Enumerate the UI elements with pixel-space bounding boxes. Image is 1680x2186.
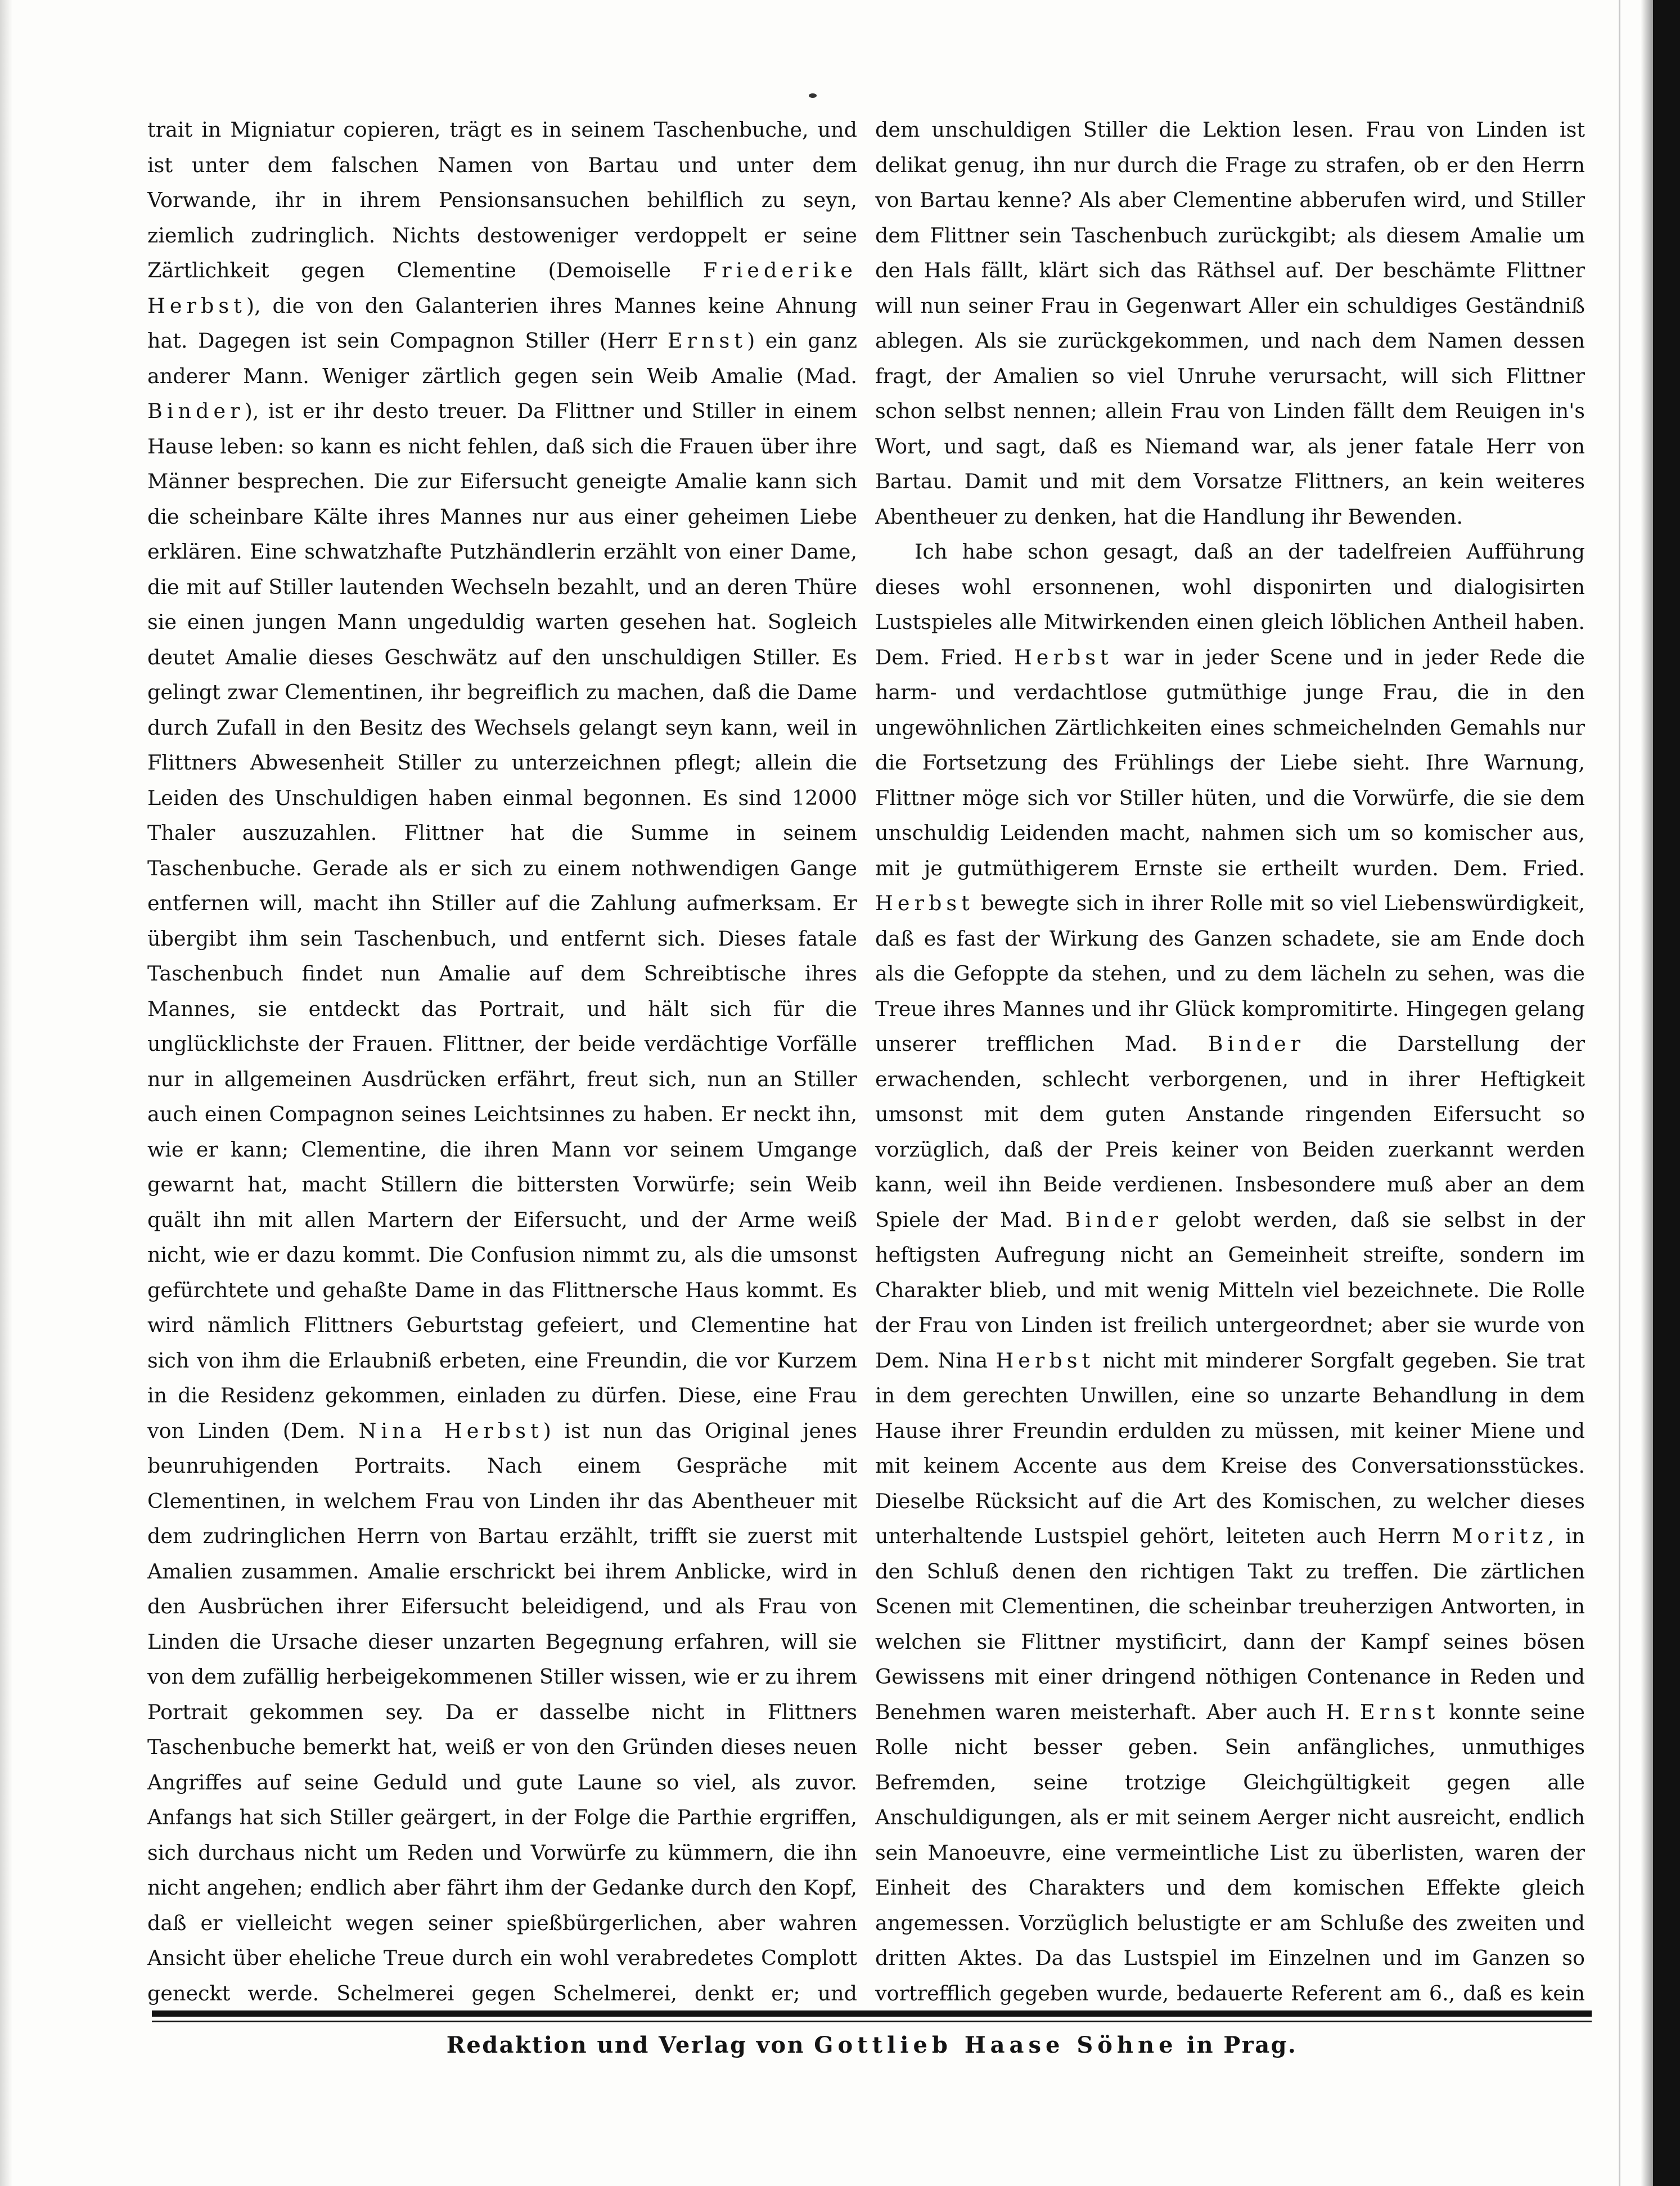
- left-paragraph-1: [147, 113, 857, 2008]
- footer-rule-thin: [152, 2021, 1592, 2022]
- publisher-imprint: [152, 2032, 1592, 2058]
- text-segment: bewegte sich in ihrer Rolle mit so viel Liebenswürdigkeit, daß es fast der Wirkung des Ganzen schadete, sie am Ende doch als die Gefoppte da stehen, und zu dem lächeln zu sehen, was die Treue ihres Mannes und ihr Glück kompromitirte. Hingegen gelang unserer trefflichen Mad.: [875, 891, 1585, 1056]
- footer-rule-thick: [152, 2010, 1592, 2017]
- actor-name: Nina Herbst: [358, 1418, 543, 1443]
- actor-name: Ernst: [667, 329, 747, 353]
- right-paragraph-2: [875, 534, 1585, 2008]
- actor-name: Herbst: [1014, 645, 1113, 669]
- actor-name: Friederike Herbst: [147, 258, 857, 318]
- actor-name: Moritz: [1451, 1524, 1548, 1548]
- right-column: [875, 113, 1585, 2008]
- actor-name: Binder: [1208, 1032, 1305, 1056]
- text-segment: , in den Schluß denen den richtigen Takt zu treffen. Die zärtlichen Scenen mit Clementinen, die scheinbar treuherzigen Antworten, in welchen sie Flittner mystificirt, dann der Kampf seines bösen Gewissens mit einer dringend nöthigen Contenance in Reden und Benehmen waren meisterhaft. Aber auch H.: [875, 1524, 1585, 1724]
- text-segment: ), die von den Galanterien ihres Mannes keine Ahnung hat. Dagegen ist sein Compagnon Stiller (Herr: [147, 293, 857, 353]
- text-segment: konnte seine Rolle nicht besser geben. Sein anfängliches, unmuthiges Befremden, seine trotzige Gleichgültigkeit gegen alle Anschuldigungen, als er mit seinem Aerger nicht ausreicht, endlich sein Manoeuvre, eine vermeintliche List zu überlisten, waren der Einheit des Charakters und dem komischen Effekte gleich angemessen. Vorzüglich belustigte er am Schluße des zweiten und dritten Aktes. Da das Lustspiel im Einzelnen und im Ganzen so vortrefflich gegeben wurde, bedauerte Referent am 6., daß es kein: [875, 1699, 1585, 2005]
- actor-name: Binder: [147, 399, 245, 423]
- right-paragraph-1: [875, 113, 1585, 534]
- text-segment: ) ist nun das Original jenes beunruhigenden Portraits. Nach einem Gespräche mit Clementinen, in welchem Frau von Linden ihr das Abentheuer mit dem zudringlichen Herrn von Bartau erzählt, trifft sie zuerst mit Amalien zusammen. Amalie erschrickt bei ihrem Anblicke, wird in den Ausbrüchen ihrer Eifersucht beleidigend, und als Frau von Linden die Ursache dieser unzarten Begegnung erfahren, will sie von dem zufällig herbeigekommenen Stiller wissen, wie er zu ihrem Portrait gekommen sey. Da er dasselbe nicht in Flittners Taschenbuche bemerkt hat, weiß er von den Gründen dieses neuen Angriffes auf seine Geduld und gute Laune so viel, als zuvor. Anfangs hat sich Stiller geärgert, in der Folge die Parthie ergriffen, sich durchaus nicht um Reden und Vorwürfe zu kümmern, die ihn nicht angehen; endlich aber fährt ihm der Gedanke durch den Kopf, daß er vielleicht wegen seiner spießbürgerlichen, aber wahren Ansicht über eheliche Treue durch ein wohl verabredetes Complott geneckt werde. Schelmerei gegen Schelmerei, denkt er; und: [147, 1418, 857, 2005]
- text-segment: ) ein ganz anderer Mann. Weniger zärtlich gegen sein Weib Amalie (Mad.: [147, 329, 857, 388]
- text-segment: nicht mit minderer Sorgfalt gegeben. Sie trat in dem gerechten Unwillen, eine so unzarte Behandlung in dem Hause ihrer Freundin erdulden zu müssen, mit keiner Miene und mit keinem Accente aus dem Kreise des Conversationsstückes. Dieselbe Rücksicht auf die Art des Komischen, zu welcher dieses unterhaltende Lustspiel gehört, leiteten auch Herrn: [875, 1348, 1585, 1548]
- text-segment: trait in Migniatur copieren, trägt es in seinem Taschenbuche, und ist unter dem falschen Namen von Bartau und unter dem Vorwande, ihr in ihrem Pensionsansuchen behilflich zu seyn, ziemlich zudringlich. Nichts destoweniger verdoppelt er seine Zärtlichkeit gegen Clementine (Demoiselle: [147, 118, 857, 282]
- actor-name: Binder: [1065, 1207, 1163, 1232]
- scan-right-gradient: [1641, 0, 1653, 2186]
- imprint-text: Redaktion und Verlag von: [446, 2032, 805, 2058]
- scan-fold-line: [1619, 0, 1620, 2186]
- text-segment: Ich habe schon gesagt, daß an der tadelfreien Aufführung dieses wohl ersonnenen, wohl disponirten und dialogisirten Lustspieles alle Mitwirkenden einen gleich löblichen Antheil haben. Dem. Fried.: [875, 539, 1585, 669]
- scan-right-border: [1653, 0, 1680, 2186]
- left-column: [147, 113, 857, 2008]
- imprint-text: in Prag.: [1186, 2032, 1298, 2058]
- actor-name: Ernst: [1360, 1699, 1440, 1724]
- scan-left-shadow: [0, 0, 12, 2186]
- actor-name: Herbst: [996, 1348, 1095, 1373]
- text-segment: dem unschuldigen Stiller die Lektion lesen. Frau von Linden ist delikat genug, ihn nur durch die Frage zu strafen, ob er den Herrn von Bartau kenne? Als aber Clementine abberufen wird, und Stiller dem Flittner sein Taschenbuch zurückgibt; als diesem Amalie um den Hals fällt, klärt sich das Räthsel auf. Der beschämte Flittner will nun seiner Frau in Gegenwart Aller ein schuldiges Geständniß ablegen. Als sie zurückgekommen, und nach dem Namen dessen fragt, der Amalien so viel Unruhe verursacht, will sich Flittner schon selbst nennen; allein Frau von Linden fällt dem Reuigen in's Wort, und sagt, daß es Niemand war, als jener fatale Herr von Bartau. Damit und mit dem Vorsatze Flittners, an kein weiteres Abentheuer zu denken, hat die Handlung ihr Bewenden.: [875, 118, 1585, 529]
- text-segment: die Darstellung der erwachenden, schlecht verborgenen, und in ihrer Heftigkeit umsonst mit dem guten Anstande ringenden Eifersucht so vorzüglich, daß der Preis keiner von Beiden zuerkannt werden kann, weil ihn Beide verdienen. Insbesondere muß aber an dem Spiele der Mad.: [875, 1032, 1585, 1232]
- ink-dot: [809, 93, 817, 98]
- actor-name: Herbst: [875, 891, 974, 915]
- publisher-name: Gottlieb Haase Söhne: [814, 2032, 1178, 2058]
- text-segment: war in jeder Scene und in jeder Rede die harm- und verdachtlose gutmüthige junge Frau, die in den ungewöhnlichen Zärtlichkeiten eines schmeichelnden Gemahls nur die Fortsetzung des Frühlings der Liebe sieht. Ihre Warnung, Flittner möge sich vor Stiller hüten, und die Vorwürfe, die sie dem unschuldig Leidenden macht, nahmen sich um so komischer aus, mit je gutmüthigerem Ernste sie ertheilt wurden. Dem. Fried.: [875, 645, 1585, 880]
- text-segment: gelobt werden, daß sie selbst in der heftigsten Aufregung nicht an Gemeinheit streifte, sondern im Charakter blieb, und mit wenig Mitteln viel bezeichnete. Die Rolle der Frau von Linden ist freilich untergeordnet; aber sie wurde von Dem. Nina: [875, 1207, 1585, 1373]
- text-segment: ), ist er ihr desto treuer. Da Flittner und Stiller in einem Hause leben: so kann es nicht fehlen, daß sich die Frauen über ihre Männer besprechen. Die zur Eifersucht geneigte Amalie kann sich die scheinbare Kälte ihres Mannes nur aus einer geheimen Liebe erklären. Eine schwatzhafte Putzhändlerin erzählt von einer Dame, die mit auf Stiller lautenden Wechseln bezahlt, und an deren Thüre sie einen jungen Mann ungeduldig warten gesehen hat. Sogleich deutet Amalie dieses Geschwätz auf den unschuldigen Stiller. Es gelingt zwar Clementinen, ihr begreiflich zu machen, daß die Dame durch Zufall in den Besitz des Wechsels gelangt seyn kann, weil in Flittners Abwesenheit Stiller zu unterzeichnen pflegt; allein die Leiden des Unschuldigen haben einmal begonnen. Es sind 12000 Thaler auszuzahlen. Flittner hat die Summe in seinem Taschenbuche. Gerade als er sich zu einem nothwendigen Gange entfernen will, macht ihn Stiller auf die Zahlung aufmerksam. Er übergibt ihm sein Taschenbuch, und entfernt sich. Dieses fatale Taschenbuch findet nun Amalie auf dem Schreibtische ihres Mannes, sie entdeckt das Portrait, und hält sich für die unglücklichste der Frauen. Flittner, der beide verdächtige Vorfälle nur in allgemeinen Ausdrücken erfährt, freut sich, nun an Stiller auch einen Compagnon seines Leichtsinnes zu haben. Er neckt ihn, wie er kann; Clementine, die ihren Mann vor seinem Umgange gewarnt hat, macht Stillern die bittersten Vorwürfe; sein Weib quält ihn mit allen Martern der Eifersucht, und der Arme weiß nicht, wie er dazu kommt. Die Confusion nimmt zu, als die umsonst gefürchtete und gehaßte Dame in das Flittnersche Haus kommt. Es wird nämlich Flittners Geburtstag gefeiert, und Clementine hat sich von ihm die Erlaubniß erbeten, eine Freundin, die vor Kurzem in die Residenz gekommen, einladen zu dürfen. Diese, eine Frau von Linden (Dem.: [147, 399, 857, 1443]
